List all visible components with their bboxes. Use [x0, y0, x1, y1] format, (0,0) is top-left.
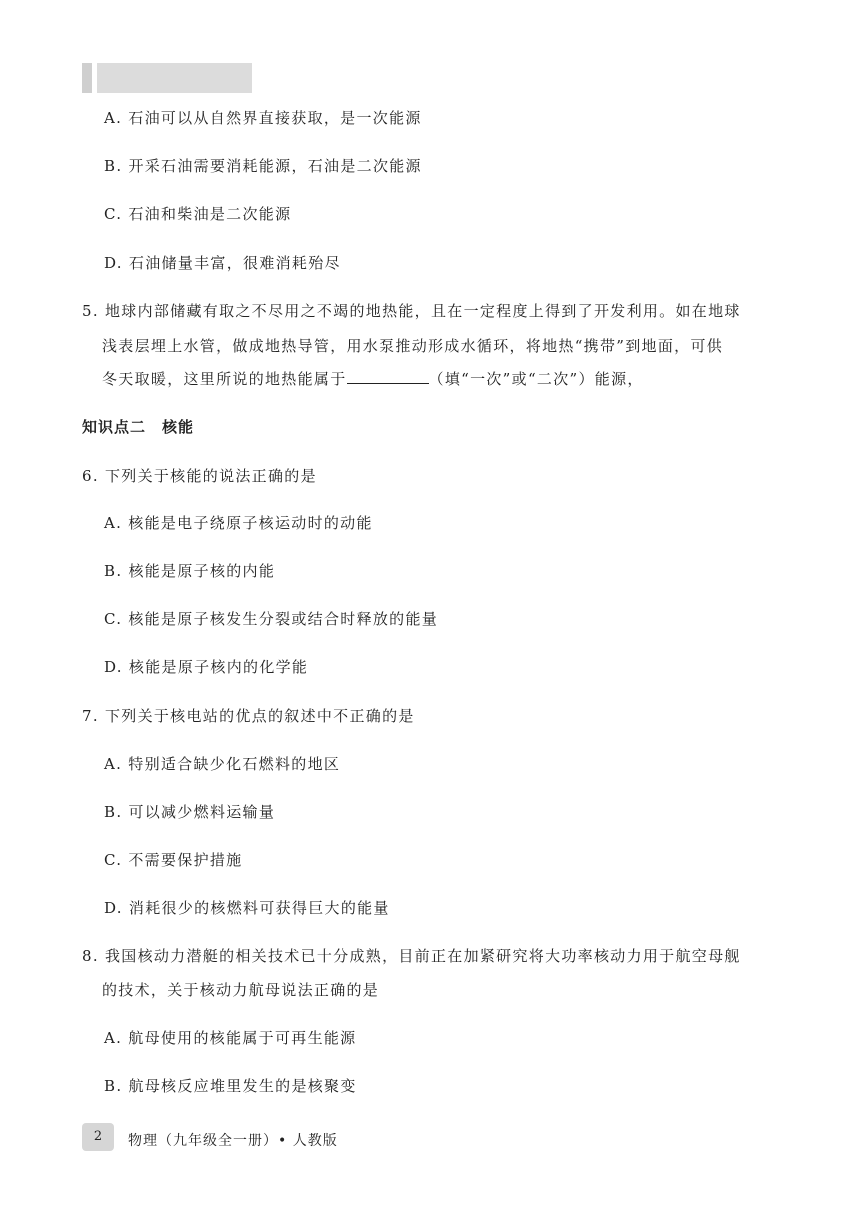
- q5-line3-after: （填“一次”或“二次”）能源，: [428, 370, 644, 388]
- q8-option-a: A. 航母使用的核能属于可再生能源: [104, 1029, 357, 1047]
- q5-line3-before: 冬天取暖，这里所说的地热能属于: [102, 370, 347, 388]
- q8-line2: 的技术，关于核动力航母说法正确的是: [102, 981, 380, 999]
- q7-option-b: B. 可以减少燃料运输量: [104, 803, 276, 821]
- q6-option-c: C. 核能是原子核发生分裂或结合时释放的能量: [104, 610, 439, 628]
- q6-option-b: B. 核能是原子核的内能: [104, 562, 276, 580]
- header-accent-bar: [82, 63, 92, 93]
- q4-option-b: B. 开采石油需要消耗能源，石油是二次能源: [104, 157, 422, 175]
- q7-stem: 7. 下列关于核电站的优点的叙述中不正确的是: [82, 707, 415, 725]
- q7-option-d: D. 消耗很少的核燃料可获得巨大的能量: [104, 899, 390, 917]
- page-number: 2: [82, 1123, 114, 1151]
- q5-line1: 5. 地球内部储藏有取之不尽用之不竭的地热能，且在一定程度上得到了开发利用。如在地球: [82, 302, 741, 320]
- q5-line3: [102, 369, 644, 389]
- q6-option-d: D. 核能是原子核内的化学能: [104, 658, 309, 676]
- q6-stem: 6. 下列关于核能的说法正确的是: [82, 467, 317, 485]
- footer-text: 物理（九年级全一册）• 人教版: [128, 1133, 338, 1149]
- q5-line2: 浅表层埋上水管，做成地热导管，用水泵推动形成水循环，将地热“携带”到地面，可供: [102, 337, 724, 355]
- q4-option-c: C. 石油和柴油是二次能源: [104, 205, 292, 223]
- q8-line1: 8. 我国核动力潜艇的相关技术已十分成熟，目前正在加紧研究将大功率核动力用于航空母舰: [82, 947, 741, 965]
- q7-option-a: A. 特别适合缺少化石燃料的地区: [104, 755, 341, 773]
- q4-option-a: A. 石油可以从自然界直接获取，是一次能源: [104, 109, 422, 127]
- q7-option-c: C. 不需要保护措施: [104, 851, 243, 869]
- section-title: 知识点二 核能: [82, 418, 195, 436]
- q8-option-b: B. 航母核反应堆里发生的是核聚变: [104, 1077, 357, 1095]
- q6-option-a: A. 核能是电子绕原子核运动时的动能: [104, 514, 373, 532]
- q4-option-d: D. 石油储量丰富，很难消耗殆尽: [104, 254, 341, 272]
- header-label-box: [97, 63, 252, 93]
- q5-answer-blank: [347, 369, 429, 384]
